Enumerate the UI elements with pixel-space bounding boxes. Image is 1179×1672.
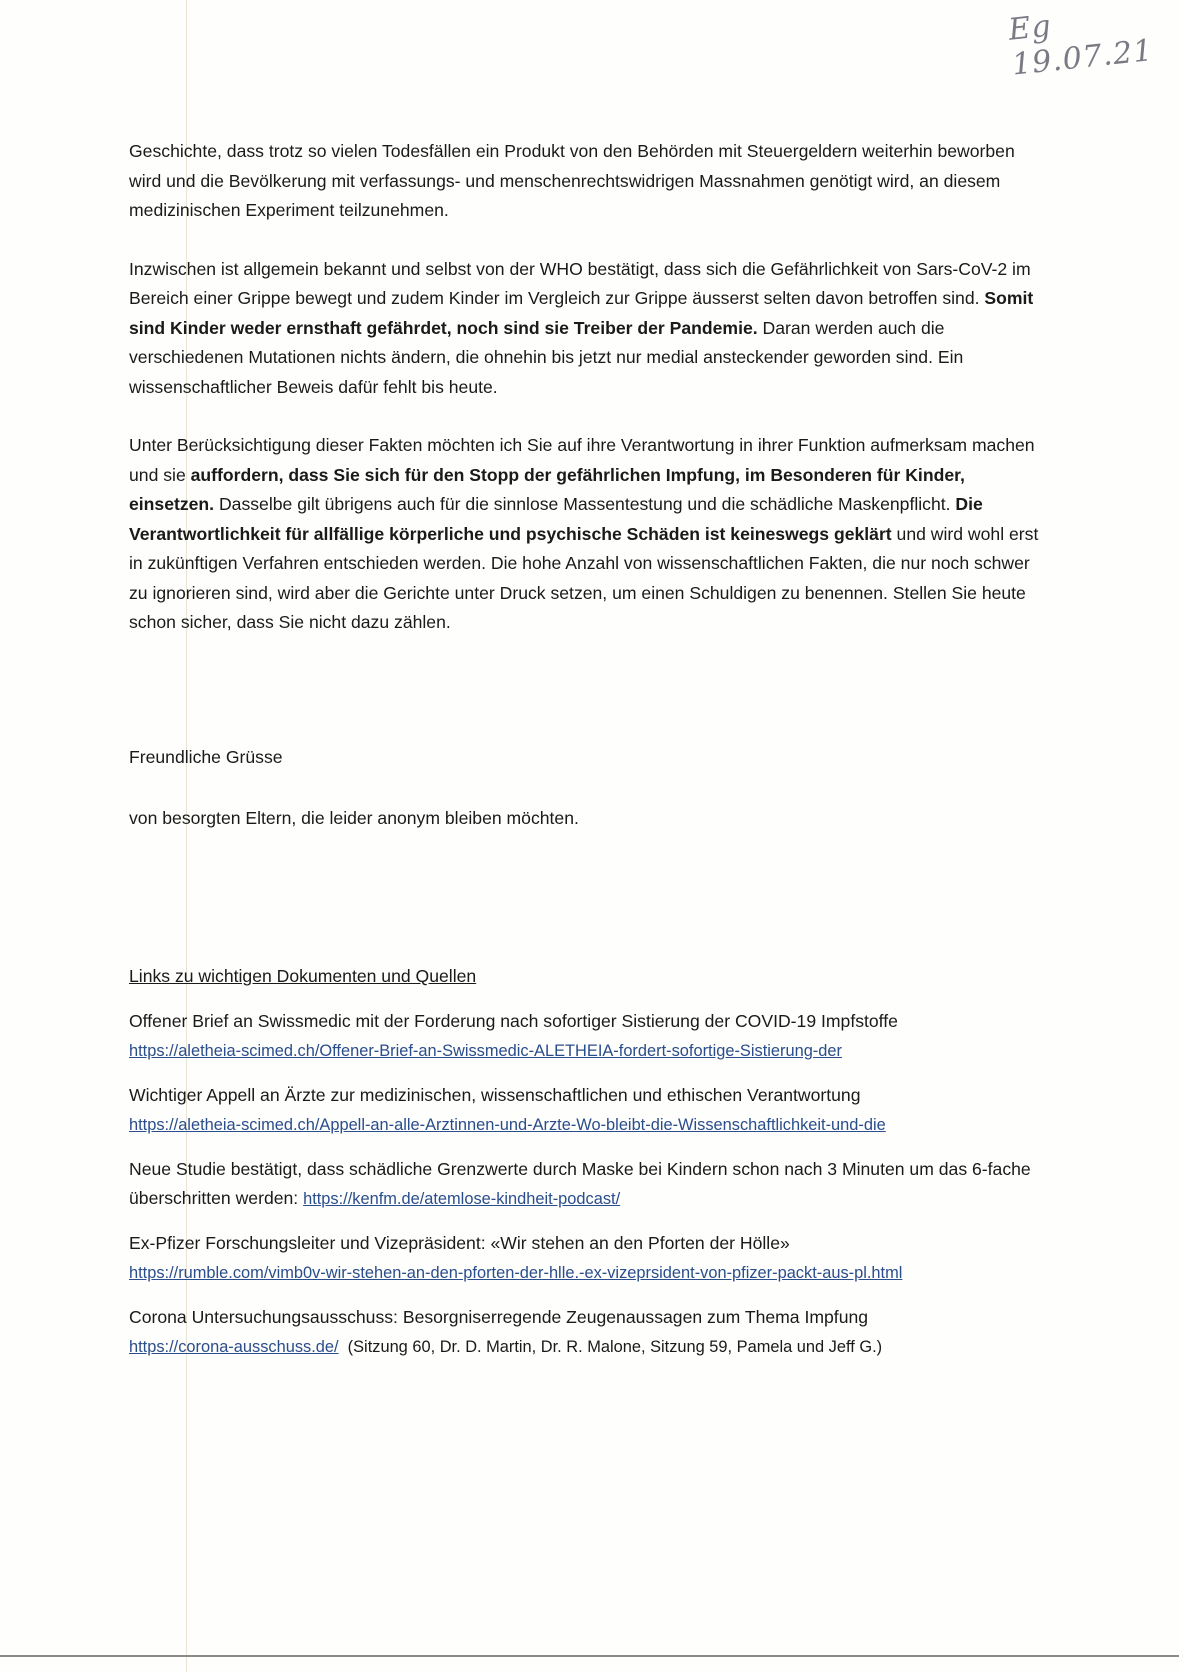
handwritten-date-note: Eg 19.07.21 bbox=[1006, 8, 1155, 83]
bold-statement: Somit sind Kinder weder ernsthaft gefährdet, noch sind sie Treiber der Pandemie. bbox=[129, 288, 1034, 338]
link-description: Corona Untersuchungsausschuss: Besorgniserregende Zeugenaussagen zum Thema Impfung bbox=[129, 1307, 869, 1327]
bold-statement: auffordern, dass Sie sich für den Stopp der gefährlichen Impfung, im Besonderen für Kinder, einsetzen. bbox=[129, 464, 965, 514]
link-description: Wichtiger Appell an Ärzte zur medizinischen, wissenschaftlichen und ethischen Verantwortung bbox=[129, 1085, 861, 1105]
paragraph-1 bbox=[129, 137, 1049, 226]
signature-line: von besorgten Eltern, die leider anonym bleiben möchten. bbox=[129, 808, 579, 828]
link-description: Offener Brief an Swissmedic mit der Forderung nach sofortiger Sistierung der COVID-19 Impfstoffe bbox=[129, 1011, 898, 1031]
paragraph-2 bbox=[129, 255, 1049, 403]
link-entry bbox=[129, 1303, 1049, 1362]
link-description: Ex-Pfizer Forschungsleiter und Vizepräsident: «Wir stehen an den Pforten der Hölle» bbox=[129, 1233, 790, 1253]
link-url[interactable]: https://rumble.com/vimb0v-wir-stehen-an-den-pforten-der-hlle.-ex-vizeprsident-von-pfizer-packt-aus-pl.html bbox=[129, 1264, 903, 1282]
link-note: (Sitzung 60, Dr. D. Martin, Dr. R. Malone, Sitzung 59, Pamela und Jeff G.) bbox=[338, 1338, 883, 1356]
link-entry bbox=[129, 1155, 1049, 1214]
link-url[interactable]: https://kenfm.de/atemlose-kindheit-podcast/ bbox=[303, 1190, 621, 1208]
closing-greeting: Freundliche Grüsse bbox=[129, 747, 283, 767]
link-description: Neue Studie bestätigt, dass schädliche Grenzwerte durch Maske bei Kindern schon nach 3 Minuten um das 6-fache überschritten werden: bbox=[129, 1159, 1031, 1208]
text-segment: Unter Berücksichtigung dieser Fakten möchten ich Sie auf ihre Verantwortung in ihrer Funktion aufmerksam machen und sie bbox=[129, 435, 1035, 485]
link-entry bbox=[129, 1081, 1049, 1140]
bold-statement: Die Verantwortlichkeit für allfällige körperliche und psychische Schäden ist keineswegs geklärt bbox=[129, 494, 983, 544]
links-heading: Links zu wichtigen Dokumenten und Quellen bbox=[129, 966, 477, 986]
page-bottom-edge bbox=[0, 1655, 1179, 1657]
link-url[interactable]: https://corona-ausschuss.de/ bbox=[129, 1338, 339, 1356]
link-url[interactable]: https://aletheia-scimed.ch/Appell-an-alle-Arztinnen-und-Arzte-Wo-bleibt-die-Wissenschaftlichkeit-und-die bbox=[129, 1116, 886, 1134]
links-section bbox=[129, 962, 1049, 1377]
text-segment: und wird wohl erst in zukünftigen Verfahren entschieden werden. Die hohe Anzahl von wissenschaftlichen Fakten, die nur noch schwer zu ignorieren sind, wird aber die Gerichte unter Druck setzen, um einen Schuldigen zu benennen. Stellen Sie heute schon sicher, dass Sie nicht dazu zählen. bbox=[129, 523, 1039, 632]
link-entry bbox=[129, 1007, 1049, 1066]
paragraph-3 bbox=[129, 431, 1049, 638]
text-segment: Inzwischen ist allgemein bekannt und selbst von der WHO bestätigt, dass sich die Gefährlichkeit von Sars-CoV-2 im Bereich einer Grippe bewegt und zudem Kinder im Vergleich zur Grippe äusserst selten davon betroffen sind. bbox=[129, 258, 1031, 308]
text-segment: Daran werden auch die verschiedenen Mutationen nichts ändern, die ohnehin bis jetzt nur medial ansteckender geworden sind. Ein wissenschaftlicher Beweis dafür fehlt bis heute. bbox=[129, 317, 964, 397]
link-url[interactable]: https://aletheia-scimed.ch/Offener-Brief-an-Swissmedic-ALETHEIA-fordert-sofortige-Sistierung-der bbox=[129, 1042, 842, 1060]
text-segment: Dasselbe gilt übrigens auch für die sinnlose Massentestung und die schädliche Maskenpflicht. bbox=[214, 494, 956, 514]
text-segment: Geschichte, dass trotz so vielen Todesfällen ein Produkt von den Behörden mit Steuergeldern weiterhin beworben wird und die Bevölkerung mit verfassungs- und menschenrechtswidrigen Massnahmen genötigt wird, an diesem medizinischen Experiment teilzunehmen. bbox=[129, 141, 1015, 220]
link-entry bbox=[129, 1229, 1049, 1288]
letter-body bbox=[129, 137, 1049, 667]
